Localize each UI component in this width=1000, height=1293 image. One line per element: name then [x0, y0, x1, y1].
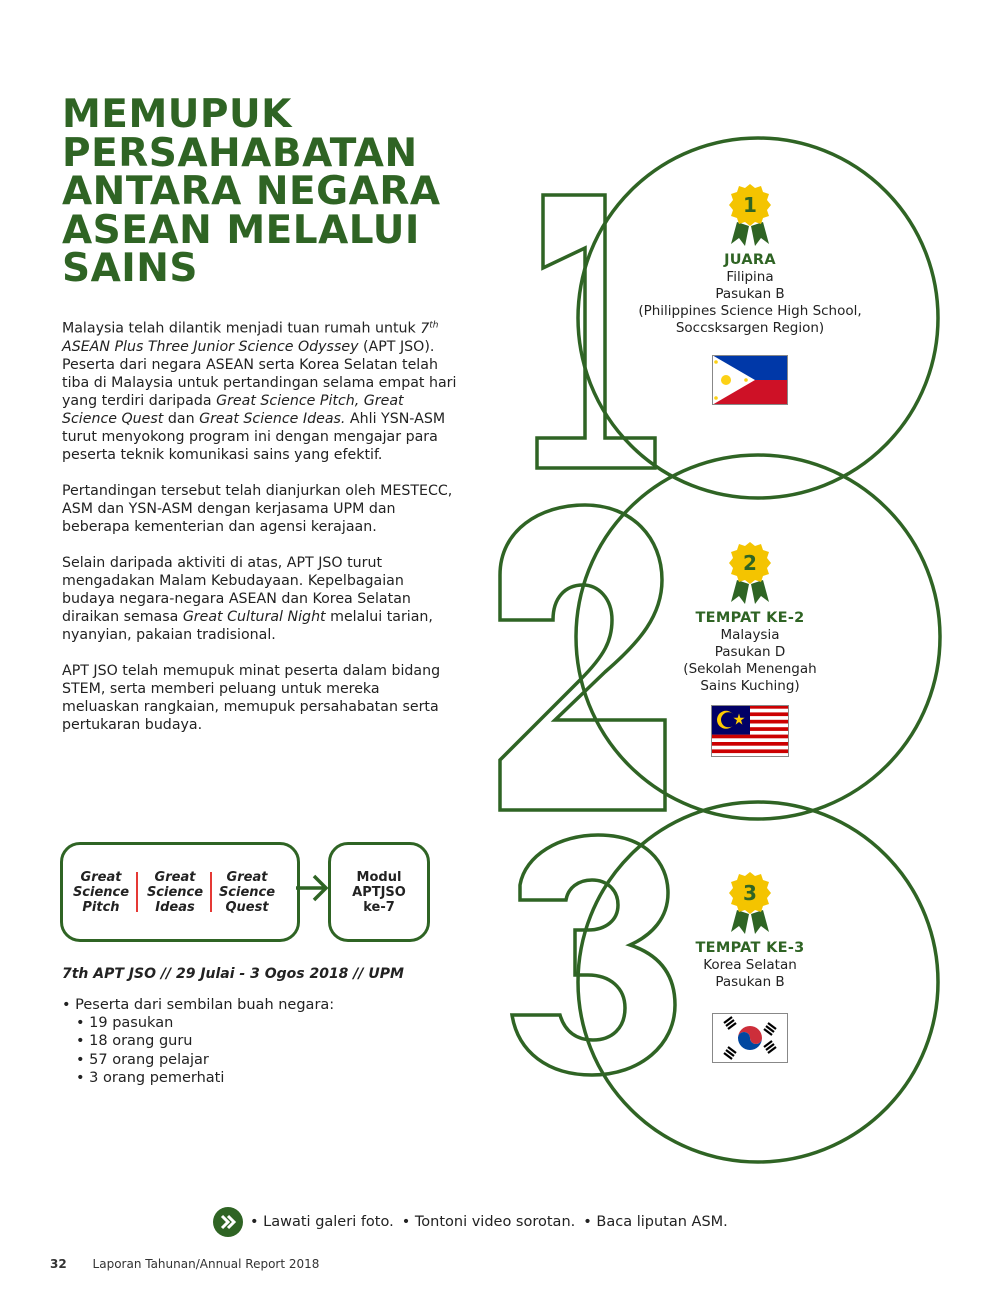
list-item: • 18 orang guru — [76, 1033, 193, 1050]
award-line: Sains Kuching) — [700, 678, 800, 694]
award-line: (Sekolah Menengah — [683, 661, 817, 677]
flow-item-pitch: Great Science Pitch — [72, 870, 130, 915]
flow-module: Modul APTJSO ke-7 — [352, 870, 406, 915]
award-line: Pasukan D — [714, 644, 786, 660]
text-run: 7 — [420, 320, 430, 337]
flow-item-ideas: Great Science Ideas — [146, 870, 204, 915]
resource-links — [212, 1206, 736, 1238]
award-line: Pasukan B — [715, 974, 785, 990]
award-line: Filipina — [726, 269, 774, 285]
award-line: Korea Selatan — [703, 957, 797, 973]
medal-number: 3 — [743, 881, 757, 905]
page-number: 32 — [50, 1257, 67, 1271]
medal-icon — [725, 540, 775, 606]
participant-facts — [62, 996, 442, 1087]
text-run: Great Cultural Night — [182, 608, 326, 625]
link-photo-gallery[interactable]: • Lawati galeri foto. — [250, 1214, 394, 1230]
report-name: Laporan Tahunan/Annual Report 2018 — [92, 1257, 320, 1271]
text-run: Selain daripada aktiviti di atas, APT JSO turut mengadakan Malam Kebudayaan. Kepelbagaian budaya negara-negara ASEAN dan Korea Selatan diraikan semasa — [62, 554, 411, 625]
flow-item-quest: Great Science Quest — [218, 870, 276, 915]
malaysia-flag-icon — [711, 705, 789, 757]
award-rank: TEMPAT KE-3 — [695, 940, 805, 956]
competition-flow-diagram — [60, 838, 440, 948]
award-first — [630, 182, 870, 405]
text-run: ASEAN Plus Three Junior Science Odyssey — [62, 338, 359, 355]
philippines-flag-icon — [712, 355, 788, 405]
paragraph-2: Pertandingan tersebut telah dianjurkan oleh MESTECC, ASM dan YSN-ASM dengan kerjasama UPM dan beberapa kementerian dan agensi kerajaan. — [62, 482, 453, 535]
text-run: melalui tarian, nyanyian, pakaian tradisional. — [62, 608, 433, 643]
award-rank: JUARA — [724, 252, 776, 268]
list-item: • 3 orang pemerhati — [76, 1069, 225, 1086]
list-item: • Peserta dari sembilan buah negara: — [62, 997, 335, 1013]
link-highlight-video[interactable]: • Tontoni video sorotan. — [401, 1214, 576, 1230]
award-line: Soccsksargen Region) — [675, 320, 825, 336]
arrow-right-icon — [296, 868, 332, 908]
paragraph-3 — [62, 554, 457, 644]
award-second — [630, 540, 870, 757]
title-line: ANTARA NEGARA — [62, 169, 441, 214]
list-item: • 57 orang pelajar — [76, 1051, 209, 1068]
text-run: (APT JSO). Peserta dari negara ASEAN serta Korea Selatan telah tiba di Malaysia untuk pertandingan selama empat hari yang terdiri daripada — [62, 338, 457, 409]
award-line: Malaysia — [720, 627, 780, 643]
medal-number: 2 — [743, 551, 757, 575]
award-line: (Philippines Science High School, — [638, 303, 862, 319]
text-run: Great Science Ideas. — [199, 410, 346, 427]
medal-number: 1 — [743, 193, 757, 217]
award-third — [630, 870, 870, 1063]
medal-icon — [725, 182, 775, 248]
superscript: th — [429, 320, 439, 330]
title-line: SAINS — [62, 246, 199, 291]
separator-line — [136, 872, 138, 912]
double-chevron-right-icon[interactable] — [212, 1206, 244, 1238]
text-run: Malaysia telah dilantik menjadi tuan rumah untuk — [62, 320, 421, 337]
text-run: dan — [163, 410, 200, 427]
article-body — [62, 316, 457, 734]
title-line: ASEAN MELALUI — [62, 207, 420, 253]
page-title — [62, 92, 482, 291]
paragraph-1 — [62, 316, 457, 464]
korea-flag-icon — [712, 1013, 788, 1063]
medal-icon — [725, 870, 775, 936]
title-line: MEMUPUK — [62, 92, 292, 137]
text-run: Ahli YSN-ASM turut menyokong program ini dengan mengajar para peserta teknik komunikasi sains yang efektif. — [62, 410, 446, 463]
link-asm-coverage[interactable]: • Baca liputan ASM. — [583, 1214, 728, 1230]
title-line: PERSAHABATAN — [62, 130, 418, 176]
award-rank: TEMPAT KE-2 — [695, 610, 805, 626]
list-item: • 19 pasukan — [76, 1015, 174, 1032]
paragraph-4: APT JSO telah memupuk minat peserta dalam bidang STEM, serta memberi peluang untuk mereka meluaskan rangkaian, memupuk persahabatan serta pertukaran budaya. — [62, 662, 441, 733]
text-run: Great Science Pitch, Great Science Quest — [62, 392, 404, 427]
award-line: Pasukan B — [715, 286, 785, 302]
event-title: 7th APT JSO // 29 Julai - 3 Ogos 2018 // UPM — [62, 966, 404, 982]
page-footer — [50, 1257, 319, 1271]
